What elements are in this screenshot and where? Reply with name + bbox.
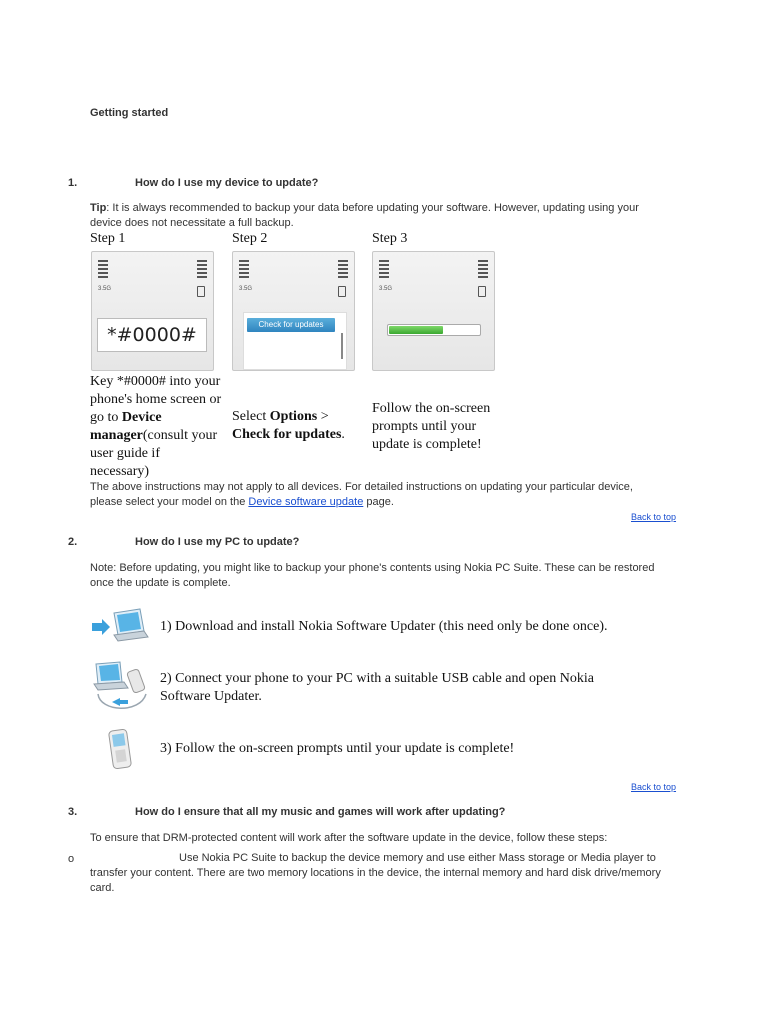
step-1-text: go to — [90, 410, 122, 425]
check-for-updates-button: Check for updates — [247, 318, 335, 332]
question-number: 2. — [68, 536, 78, 548]
tip-paragraph — [90, 201, 730, 231]
step-2-text: > — [317, 409, 329, 424]
step-2-text: . — [341, 427, 345, 442]
signal-icon — [239, 260, 249, 280]
options-text: Options — [269, 409, 318, 424]
update-progress-bar — [387, 324, 481, 336]
note-text: The above instructions may not apply to all devices. For detailed instructions on updating your particular device, — [90, 481, 633, 493]
device-manager-text: Device — [121, 410, 162, 425]
tip-text-2: device does not necessitate a full backup. — [90, 217, 294, 229]
step-1-description — [90, 373, 240, 481]
q3-list-item — [90, 851, 690, 896]
back-to-top-link[interactable]: Back to top — [631, 512, 677, 522]
tip-label: Tip — [90, 202, 107, 214]
q2-note — [90, 561, 730, 591]
section-title: Getting started — [90, 107, 169, 119]
question-title: How do I use my device to update? — [135, 177, 319, 189]
step-connect-line: 2) Connect your phone to your PC with a suitable USB cable and open Nokia — [160, 671, 594, 686]
network-label: 3.5G — [98, 286, 112, 292]
step-2-phone-screen — [232, 251, 355, 371]
device-manager-text: manager — [90, 428, 143, 443]
battery-icon — [478, 286, 486, 297]
network-label: 3.5G — [239, 286, 253, 292]
back-to-top-link[interactable]: Back to top — [631, 782, 677, 792]
step-3-description — [372, 400, 522, 454]
step-1-text: Key *#0000# into your — [90, 374, 221, 389]
bullet-marker: o — [68, 853, 75, 865]
step-2-description — [232, 408, 372, 444]
signal-icon — [379, 260, 389, 280]
step-download-text: 1) Download and install Nokia Software Updater (this need only be done once). — [160, 619, 608, 634]
device-software-update-link[interactable]: Device software update — [248, 496, 364, 508]
battery-icon — [197, 286, 205, 297]
note-text: page. — [363, 496, 394, 508]
dial-code-display: *#0000# — [97, 318, 207, 352]
step-3-text: Follow the on-screen — [372, 401, 491, 416]
question-number: 3. — [68, 806, 78, 818]
network-label: 3.5G — [379, 286, 393, 292]
q3-intro: To ensure that DRM-protected content will work after the software update in the device, follow these steps: — [90, 832, 608, 844]
step-1-phone-screen — [91, 251, 214, 371]
q1-note — [90, 480, 730, 510]
note-text: once the update is complete. — [90, 577, 231, 589]
step-3-text: prompts until your — [372, 419, 477, 434]
step-1-text: user guide if — [90, 446, 160, 461]
question-number: 1. — [68, 177, 78, 189]
battery-level-icon — [338, 260, 348, 280]
step-follow-text: 3) Follow the on-screen prompts until your update is complete! — [160, 741, 515, 756]
step-1-label: Step 1 — [90, 231, 126, 246]
list-item-text: transfer your content. There are two memory locations in the device, the internal memory and hard disk drive/memory — [90, 867, 661, 879]
download-laptop-icon — [90, 607, 150, 643]
step-2-text: Select — [232, 409, 270, 424]
note-text: Note: Before updating, you might like to backup your phone's contents using Nokia PC Suite. These can be restored — [90, 562, 655, 574]
battery-level-icon — [478, 260, 488, 280]
step-2-label: Step 2 — [232, 231, 268, 246]
step-1-text: necessary) — [90, 464, 150, 479]
step-3-label: Step 3 — [372, 231, 408, 246]
scrollbar — [341, 333, 343, 359]
connect-usb-icon — [90, 660, 152, 716]
step-3-phone-screen — [372, 251, 495, 371]
tip-text: : It is always recommended to backup your data before updating your software. However, updating using your — [106, 202, 639, 214]
signal-icon — [98, 260, 108, 280]
note-text: please select your model on the — [90, 496, 249, 508]
battery-icon — [338, 286, 346, 297]
question-title: How do I ensure that all my music and games will work after updating? — [135, 806, 506, 818]
step-1-text: phone's home screen or — [90, 392, 222, 407]
step-3-text: update is complete! — [372, 437, 482, 452]
step-connect-text — [160, 670, 680, 706]
step-connect-line: Software Updater. — [160, 689, 262, 704]
step-1-text: (consult your — [142, 428, 218, 443]
phone-icon — [106, 728, 136, 772]
list-item-text: Use Nokia PC Suite to backup the device memory and use either Mass storage or Media player to — [179, 852, 656, 864]
check-for-updates-text: Check for updates — [232, 427, 342, 442]
list-item-text: card. — [90, 882, 115, 894]
question-title: How do I use my PC to update? — [135, 536, 300, 548]
battery-level-icon — [197, 260, 207, 280]
progress-fill — [389, 326, 443, 334]
